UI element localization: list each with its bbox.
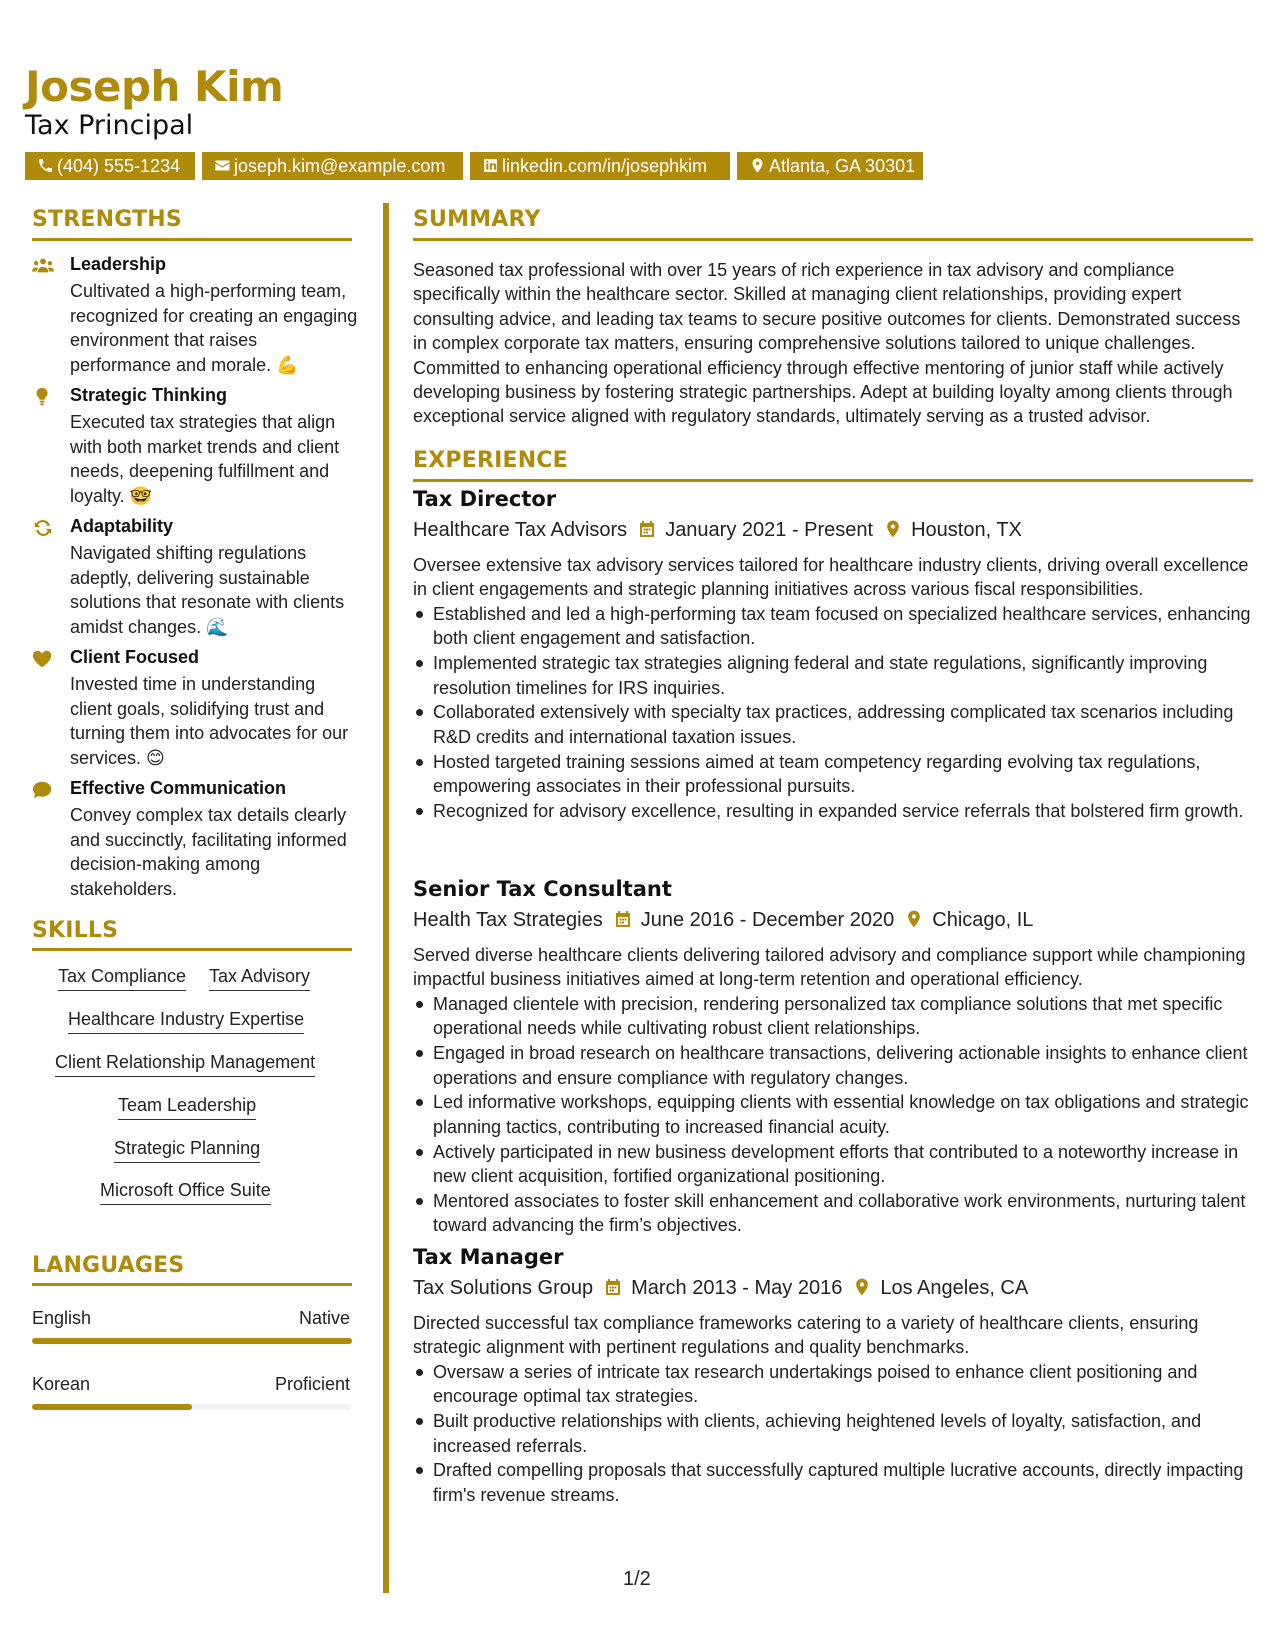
languages-rule — [32, 1283, 352, 1286]
job-meta — [413, 1277, 1253, 1309]
contact-phone-text: (404) 555-1234 — [57, 156, 181, 176]
skill-tag: Healthcare Industry Expertise — [68, 1009, 304, 1034]
language-bar — [32, 1338, 352, 1344]
languages-heading: LANGUAGES — [32, 1253, 185, 1278]
job-company: Tax Solutions Group — [413, 1277, 594, 1299]
job-title: Tax Director — [413, 487, 557, 511]
job-bullet: Engaged in broad research on healthcare transactions, delivering actionable insights to enhance client operations and ensure compliance with regulatory changes. — [413, 1041, 1253, 1090]
skill-tag: Team Leadership — [118, 1095, 256, 1120]
job-title: Senior Tax Consultant — [413, 877, 672, 901]
job-dates: January 2021 - Present — [665, 519, 874, 541]
page-number: 1/2 — [623, 1568, 651, 1590]
contact-email-text: joseph.kim@example.com — [234, 156, 446, 176]
experience-rule — [413, 479, 1253, 482]
skill-tag: Tax Compliance — [58, 966, 186, 991]
job-entry — [413, 487, 1253, 824]
job-company: Health Tax Strategies — [413, 909, 603, 931]
skill-tag: Client Relationship Management — [55, 1052, 315, 1077]
job-location: Chicago, IL — [932, 909, 1034, 931]
skills-heading: SKILLS — [32, 918, 119, 943]
job-dates: March 2013 - May 2016 — [631, 1277, 843, 1299]
lightbulb-icon — [32, 387, 56, 407]
contact-phone[interactable] — [25, 152, 195, 180]
job-bullet: Actively participated in new business development efforts that contributed to a noteworthy increase in new client acquisition, fortified organizational positioning. — [413, 1140, 1253, 1189]
job-bullets — [413, 992, 1253, 1238]
map-pin-icon — [904, 909, 924, 929]
strengths-heading: STRENGTHS — [32, 207, 182, 232]
calendar-icon — [603, 1277, 623, 1297]
job-bullet: Built productive relationships with clients, achieving heightened levels of loyalty, satisfaction, and increased referrals. — [413, 1409, 1253, 1458]
language-level: Proficient — [274, 1374, 350, 1394]
skill-tag: Strategic Planning — [114, 1138, 260, 1163]
job-bullet: Oversaw a series of intricate tax research undertakings poised to enhance client positioning and encourage optimal tax strategies. — [413, 1360, 1253, 1409]
language-level: Native — [298, 1308, 350, 1328]
strengths-rule — [32, 238, 352, 241]
candidate-name: Joseph Kim — [25, 62, 284, 111]
strength-desc: Cultivated a high-performing team, recognized for creating an engaging environment that raises performance and morale. 💪 — [70, 281, 358, 375]
language-name: English — [32, 1308, 92, 1328]
candidate-title: Tax Principal — [25, 110, 194, 141]
job-company: Healthcare Tax Advisors — [413, 519, 628, 541]
contact-location-text: Atlanta, GA 30301 — [769, 156, 916, 176]
job-bullet: Established and led a high-performing tax team focused on specialized healthcare services, enhancing both client engagement and satisfaction. — [413, 602, 1253, 651]
strength-title: Client Focused — [70, 647, 200, 667]
job-meta — [413, 519, 1253, 551]
calendar-icon — [613, 909, 633, 929]
skill-tag: Tax Advisory — [209, 966, 310, 991]
linkedin-icon — [482, 157, 499, 174]
contact-location[interactable] — [737, 152, 923, 180]
strength-desc: Convey complex tax details clearly and succinctly, facilitating informed decision-making among stakeholders. — [70, 805, 347, 899]
summary-text: Seasoned tax professional with over 15 years of rich experience in tax advisory and compliance specifically within the healthcare sector. Skilled at managing client relationships, providing expert consulting advice, and leading tax teams to secure positive outcomes for clients. Demonstrated success in complex corporate tax matters, ensuring comprehensive solutions tailored to unique challenges. Committed to enhancing operational efficiency through effective mentoring of junior staff while actively developing business by fostering strategic partnerships. Adept at building loyalty among clients through exceptional service aligned with regulatory standards, ultimately serving as a trusted advisor. — [413, 260, 1241, 427]
contact-linkedin[interactable] — [470, 152, 730, 180]
users-icon — [32, 256, 56, 276]
job-dates: June 2016 - December 2020 — [640, 909, 895, 931]
job-bullet: Led informative workshops, equipping clients with essential knowledge on tax obligations and strategic planning tactics, contributing to increased financial acuity. — [413, 1090, 1253, 1139]
language-bar — [32, 1404, 352, 1410]
map-pin-icon — [852, 1277, 872, 1297]
strength-desc: Navigated shifting regulations adeptly, delivering sustainable solutions that resonate with clients amidst changes. 🌊 — [70, 543, 345, 637]
job-bullets — [413, 1360, 1253, 1507]
job-bullets — [413, 602, 1253, 824]
skill-tag: Microsoft Office Suite — [100, 1180, 271, 1205]
language-bar-fill — [32, 1404, 192, 1410]
job-bullet: Hosted targeted training sessions aimed at team competency regarding evolving tax regulations, empowering associates in their professional pursuits. — [413, 750, 1253, 799]
sync-icon — [32, 518, 56, 538]
job-description: Served diverse healthcare clients delivering tailored advisory and compliance support while championing impactful business initiatives aimed at long-term retention and operational efficiency. — [413, 945, 1246, 990]
column-divider — [383, 203, 389, 1593]
skills-rule — [32, 948, 352, 951]
contact-email[interactable] — [202, 152, 463, 180]
job-bullet: Recognized for advisory excellence, resulting in expanded service referrals that bolstered firm growth. — [413, 799, 1253, 823]
comment-icon — [32, 780, 56, 800]
job-description: Oversee extensive tax advisory services tailored for healthcare industry clients, driving overall excellence in client engagements and strategic planning initiatives across various fiscal responsibilities. — [413, 555, 1249, 600]
summary-rule — [413, 238, 1253, 241]
envelope-icon — [214, 157, 231, 174]
contact-linkedin-text: linkedin.com/in/josephkim — [502, 156, 708, 176]
job-entry — [413, 1245, 1253, 1508]
job-title: Tax Manager — [413, 1245, 564, 1269]
job-bullet: Mentored associates to foster skill enhancement and collaborative work environments, nurturing talent toward advancing the firm’s objectives. — [413, 1189, 1253, 1238]
job-bullet: Implemented strategic tax strategies aligning federal and state regulations, significantly improving resolution timelines for IRS inquiries. — [413, 651, 1253, 700]
job-description: Directed successful tax compliance frameworks catering to a variety of healthcare clients, ensuring strategic alignment with pertinent regulations and quality benchmarks. — [413, 1313, 1199, 1358]
strength-title: Leadership — [70, 254, 167, 274]
job-bullet: Collaborated extensively with specialty tax practices, addressing complicated tax scenarios including R&D credits and international taxation issues. — [413, 700, 1253, 749]
language-name: Korean — [32, 1374, 91, 1394]
map-pin-icon — [883, 519, 903, 539]
job-location: Houston, TX — [911, 519, 1022, 541]
strength-desc: Invested time in understanding client goals, solidifying trust and turning them into advocates for our services. 😊 — [70, 674, 349, 768]
job-meta — [413, 909, 1253, 941]
strength-desc: Executed tax strategies that align with both market trends and client needs, deepening fulfillment and loyalty. 🤓 — [70, 412, 340, 506]
strength-title: Effective Communication — [70, 778, 287, 798]
job-entry — [413, 877, 1253, 1238]
summary-heading: SUMMARY — [413, 207, 541, 232]
language-bar-fill — [32, 1338, 352, 1344]
strength-title: Strategic Thinking — [70, 385, 228, 405]
map-pin-icon — [749, 157, 766, 174]
phone-icon — [37, 157, 54, 174]
experience-heading: EXPERIENCE — [413, 448, 568, 473]
strength-title: Adaptability — [70, 516, 174, 536]
heart-icon — [32, 649, 56, 669]
job-bullet: Managed clientele with precision, rendering personalized tax compliance solutions that met specific operational needs while cultivating robust client relationships. — [413, 992, 1253, 1041]
calendar-icon — [637, 519, 657, 539]
job-bullet: Drafted compelling proposals that successfully captured multiple lucrative accounts, directly impacting firm's revenue streams. — [413, 1458, 1253, 1507]
job-location: Los Angeles, CA — [880, 1277, 1029, 1299]
